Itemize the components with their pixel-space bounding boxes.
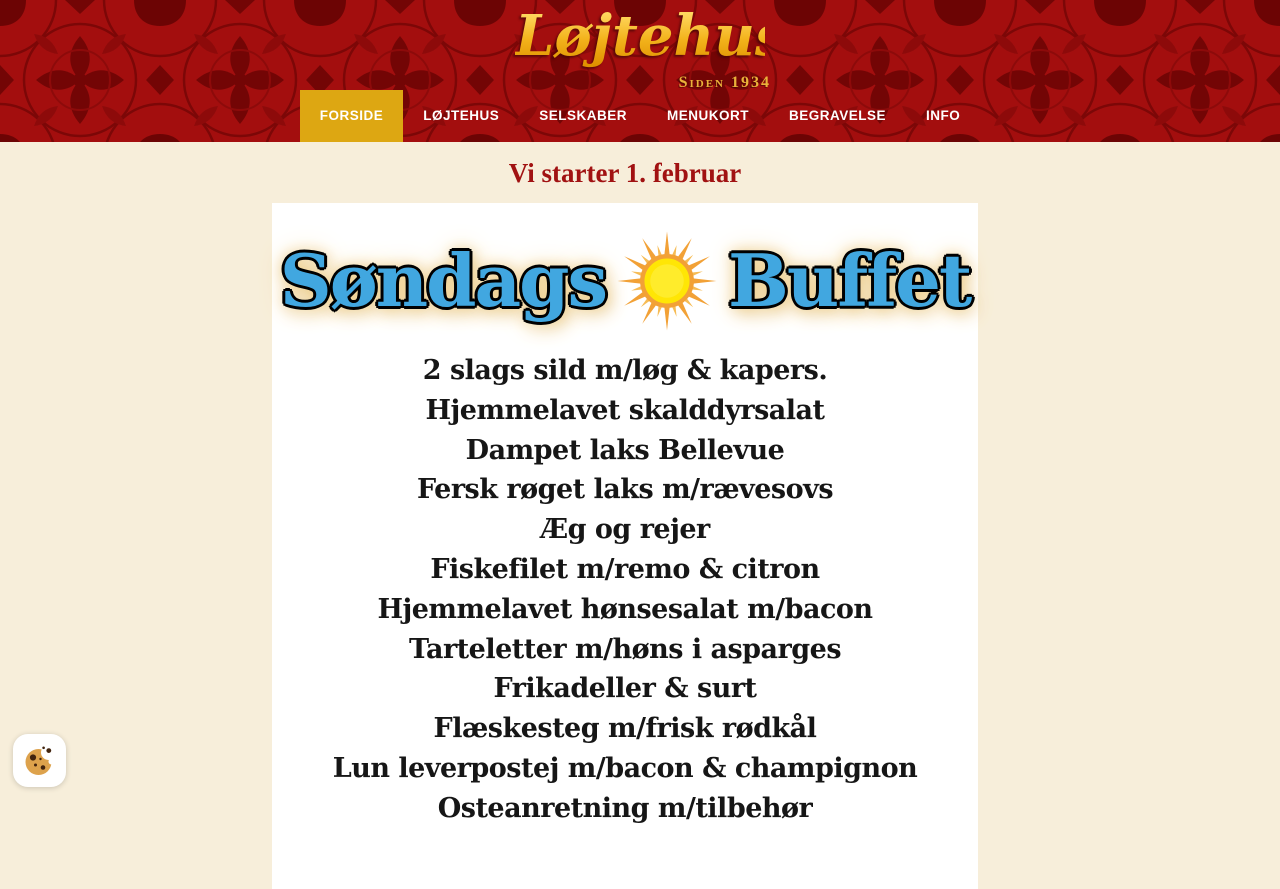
menu-item: Dampet laks Bellevue [465,434,785,466]
menu-item: Fersk røget laks m/rævesovs [416,474,834,506]
nav-item-begravelse[interactable]: BEGRAVELSE [789,108,887,123]
cookie-icon [22,743,58,779]
poster-title [272,213,978,349]
logo-tagline: Siden 1934 [678,74,771,91]
menu-item: Osteanretning m/tilbehør [437,792,813,824]
nav-item-info[interactable]: INFO [926,108,961,123]
logo-text: Løjtehus [515,3,787,69]
menu-item: Frikadeller & surt [493,673,757,705]
menu-item: Tarteletter m/høns i asparges [408,633,842,665]
sun-icon [614,228,720,334]
nav-item-lojtehus[interactable]: LØJTEHUS [423,108,500,123]
poster-title-right: Buffet [728,238,971,323]
cookie-settings-button[interactable] [13,734,66,787]
menu-item: Lun leverpostej m/bacon & champignon [332,752,918,784]
poster-title-left: Søndags [279,238,607,323]
page-heading: Vi starter 1. februar [508,158,742,188]
menu-item: Flæskesteg m/frisk rødkål [433,713,817,745]
main-nav [0,90,1280,142]
menu-item: Fiskefilet m/remo & citron [430,553,820,585]
site-logo[interactable] [515,3,787,91]
menu-item: Hjemmelavet hønsesalat m/bacon [377,593,873,625]
menu-item: Æg og rejer [540,514,710,546]
content-column [272,158,978,889]
main-content [0,158,1280,889]
menu-item: Hjemmelavet skalddyrsalat [425,394,825,426]
menu-item: 2 slags sild m/løg & kapers. [422,355,828,386]
menu-list [272,351,978,829]
nav-item-forside[interactable]: FORSIDE [300,90,404,142]
buffet-poster-image [272,203,978,889]
site-header [0,0,1280,142]
nav-item-selskaber[interactable]: SELSKABER [539,108,628,123]
nav-item-menukort[interactable]: MENUKORT [667,108,750,123]
